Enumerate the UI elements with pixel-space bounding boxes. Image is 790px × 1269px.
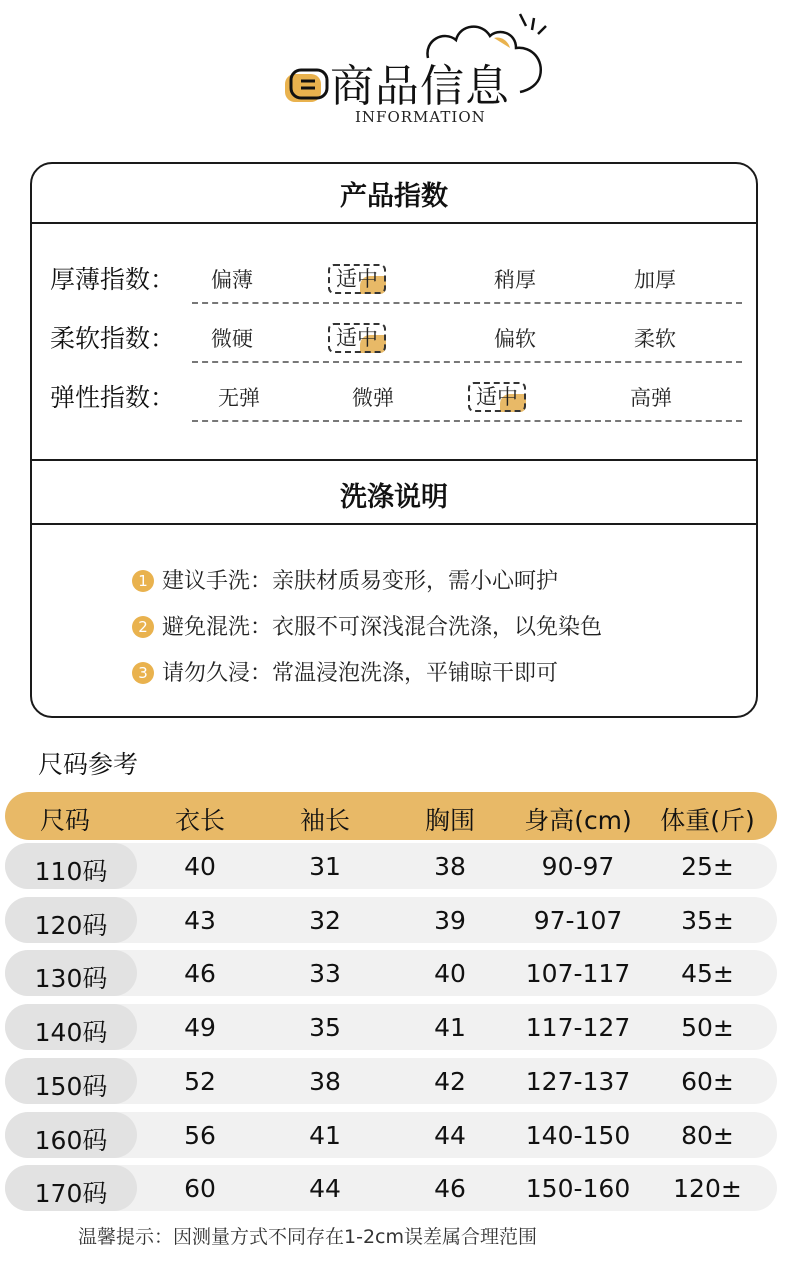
number-badge: 3 [132, 662, 154, 684]
table-row [5, 1058, 777, 1104]
table-cell: 150-160 [525, 1174, 631, 1204]
index-option: 偏薄 [211, 268, 253, 292]
product-info-box [30, 162, 758, 718]
number-badge: 1 [132, 570, 154, 592]
index-option: 微硬 [211, 327, 253, 351]
table-cell: 43 [184, 905, 216, 935]
index-label: 柔软指数： [50, 324, 176, 353]
index-label: 厚薄指数： [50, 265, 176, 294]
table-cell: 35 [309, 1013, 341, 1043]
selected-marker: 适中 [328, 323, 386, 353]
table-cell: 117-127 [525, 1013, 631, 1043]
table-row [5, 1004, 777, 1050]
table-cell: 40 [184, 852, 216, 881]
table-cell: 44 [434, 1120, 466, 1150]
table-header [5, 792, 777, 840]
measurement-note: 温馨提示：因测量方式不同存在1-2cm误差属合理范围 [78, 1226, 537, 1248]
column-header: 体重(斤) [660, 806, 755, 835]
table-cell: 110码 [34, 857, 108, 886]
table-row [5, 843, 777, 889]
index-option: 加厚 [634, 268, 676, 292]
table-cell: 107-117 [525, 959, 631, 989]
product-index-heading: 产品指数 [340, 181, 448, 212]
table-cell: 80± [681, 1120, 734, 1150]
washing-text: 避免混洗：衣服不可深浅混合洗涤，以免染色 [162, 615, 603, 640]
index-option: 微弹 [352, 386, 394, 410]
table-cell: 35± [681, 905, 734, 935]
dashed-divider [192, 420, 742, 422]
divider [32, 459, 756, 461]
table-cell: 150码 [34, 1071, 108, 1101]
table-cell: 31 [309, 852, 341, 881]
page-subtitle: INFORMATION [355, 108, 486, 126]
table-cell: 120码 [34, 910, 108, 940]
table-cell: 39 [434, 905, 466, 935]
table-cell: 120± [673, 1174, 742, 1204]
index-option-selected [328, 326, 386, 350]
table-cell: 127-137 [525, 1066, 631, 1096]
index-row-softness [32, 319, 756, 363]
index-option-selected [468, 385, 526, 409]
table-cell: 45± [681, 959, 734, 989]
table-row [5, 950, 777, 996]
divider [32, 523, 756, 525]
divider [32, 222, 756, 224]
document-icon [283, 66, 331, 106]
washing-text: 请勿久浸：常温浸泡洗涤，平铺晾干即可 [162, 661, 559, 686]
table-cell: 140码 [34, 1018, 108, 1048]
table-cell: 60 [184, 1174, 216, 1204]
table-cell: 46 [184, 959, 216, 989]
page-title: 商品信息 [330, 61, 510, 112]
cloud-icon [420, 10, 560, 100]
table-cell: 32 [309, 905, 341, 935]
table-cell: 41 [434, 1013, 466, 1043]
size-table-title: 尺码参考 [38, 750, 139, 779]
table-cell: 25± [681, 852, 734, 881]
index-option: 高弹 [630, 386, 672, 410]
column-header: 袖长 [299, 806, 350, 835]
table-cell: 160码 [34, 1125, 108, 1155]
table-row [5, 1165, 777, 1211]
index-option-selected [328, 267, 386, 291]
index-label: 弹性指数： [50, 383, 176, 412]
table-cell: 38 [434, 852, 466, 881]
table-cell: 44 [309, 1174, 341, 1204]
table-cell: 56 [184, 1120, 216, 1150]
table-cell: 40 [434, 959, 466, 989]
table-cell: 52 [184, 1066, 216, 1096]
table-cell: 49 [184, 1013, 216, 1043]
table-cell: 60± [681, 1066, 734, 1096]
table-cell: 50± [681, 1013, 734, 1043]
index-option: 无弹 [218, 386, 260, 410]
washing-item [132, 610, 602, 641]
selected-marker: 适中 [468, 382, 526, 412]
column-header: 衣长 [174, 806, 225, 835]
washing-item [132, 564, 558, 595]
dashed-divider [192, 361, 742, 363]
index-row-elasticity [32, 378, 756, 422]
table-cell: 130码 [34, 964, 108, 994]
table-cell: 90-97 [541, 852, 615, 881]
table-cell: 33 [309, 959, 341, 989]
column-header: 胸围 [424, 806, 475, 835]
index-option: 柔软 [634, 327, 676, 351]
index-option: 偏软 [494, 327, 536, 351]
table-row [5, 897, 777, 943]
washing-heading: 洗涤说明 [340, 482, 448, 513]
page-header [0, 0, 790, 140]
table-cell: 38 [309, 1066, 341, 1096]
washing-text: 建议手洗：亲肤材质易变形，需小心呵护 [162, 569, 559, 594]
column-header: 身高(cm) [524, 806, 632, 835]
table-cell: 46 [434, 1174, 466, 1204]
index-row-thickness [32, 260, 756, 304]
table-cell: 140-150 [525, 1120, 631, 1150]
column-header: 尺码 [39, 806, 90, 835]
table-cell: 42 [434, 1066, 466, 1096]
dashed-divider [192, 302, 742, 304]
index-option: 稍厚 [494, 268, 536, 292]
washing-item [132, 656, 558, 687]
number-badge: 2 [132, 616, 154, 638]
table-cell: 97-107 [533, 905, 623, 935]
table-cell: 170码 [34, 1179, 108, 1209]
table-row [5, 1112, 777, 1158]
table-cell: 41 [309, 1120, 341, 1150]
selected-marker: 适中 [328, 264, 386, 294]
